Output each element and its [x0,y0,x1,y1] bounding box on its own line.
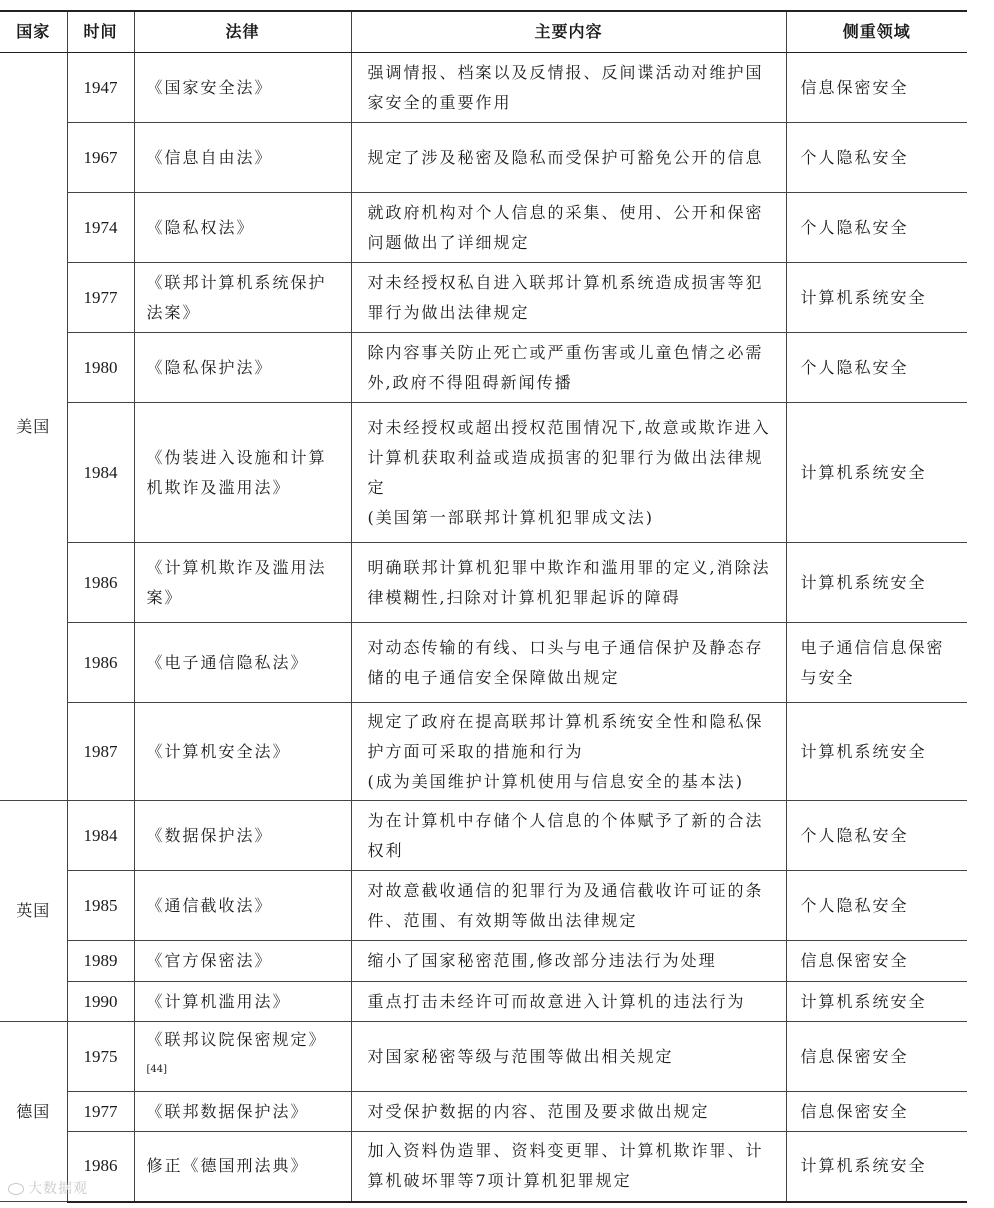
year-cell: 1974 [67,193,134,263]
content-text: 对未经授权或超出授权范围情况下,故意或欺诈进入计算机获取利益或造成损害的犯罪行为做出法律规定 [367,417,771,497]
focus-cell: 个人隐私安全 [786,871,967,941]
year-cell: 1987 [67,703,134,801]
law-cell: 《计算机滥用法》 [134,982,351,1022]
content-cell: 除内容事关防止死亡或严重伤害或儿童色情之必需外,政府不得阻碍新闻传播 [351,333,786,403]
header-country: 国家 [0,11,67,53]
law-cell: 《数据保护法》 [134,801,351,871]
year-cell: 1984 [67,403,134,543]
law-cell: 《计算机欺诈及滥用法案》 [134,543,351,623]
content-cell: 为在计算机中存储个人信息的个体赋予了新的合法权利 [351,801,786,871]
watermark-logo-icon [8,1183,24,1195]
country-cell-de: 德国 [0,1022,67,1202]
focus-cell: 信息保密安全 [786,1022,967,1092]
laws-table-container [0,10,994,1203]
table-row [0,1132,967,1202]
law-text: 《联邦议院保密规定》 [146,1029,327,1049]
focus-cell: 计算机系统安全 [786,982,967,1022]
year-cell: 1986 [67,543,134,623]
content-cell: 强调情报、档案以及反情报、反间谍活动对维护国家安全的重要作用 [351,53,786,123]
content-cell: 对故意截收通信的犯罪行为及通信截收许可证的条件、范围、有效期等做出法律规定 [351,871,786,941]
focus-cell: 信息保密安全 [786,53,967,123]
law-cell: 《通信截收法》 [134,871,351,941]
table-row [0,871,967,941]
law-cell: 《隐私保护法》 [134,333,351,403]
table-row [0,193,967,263]
focus-cell: 信息保密安全 [786,1092,967,1132]
watermark-text: 大数据观 [28,1181,88,1197]
content-cell: 对国家秘密等级与范围等做出相关规定 [351,1022,786,1092]
law-cell: 《官方保密法》 [134,941,351,982]
table-row [0,623,967,703]
focus-cell: 电子通信信息保密与安全 [786,623,967,703]
content-cell: 加入资料伪造罪、资料变更罪、计算机欺诈罪、计算机破坏罪等7项计算机犯罪规定 [351,1132,786,1202]
year-cell: 1980 [67,333,134,403]
focus-cell: 个人隐私安全 [786,193,967,263]
table-row [0,333,967,403]
content-cell [351,703,786,801]
content-note: (美国第一部联邦计算机犯罪成文法) [367,507,654,527]
year-cell: 1984 [67,801,134,871]
year-cell: 1990 [67,982,134,1022]
table-row [0,941,967,982]
law-cell: 《隐私权法》 [134,193,351,263]
content-cell: 对受保护数据的内容、范围及要求做出规定 [351,1092,786,1132]
law-cell: 《伪装进入设施和计算机欺诈及滥用法》 [134,403,351,543]
table-row [0,1022,967,1092]
year-cell: 1977 [67,1092,134,1132]
table-row [0,53,967,123]
content-cell: 就政府机构对个人信息的采集、使用、公开和保密问题做出了详细规定 [351,193,786,263]
law-cell: 《电子通信隐私法》 [134,623,351,703]
year-cell: 1977 [67,263,134,333]
law-cell: 修正《德国刑法典》 [134,1132,351,1202]
year-cell: 1986 [67,1132,134,1202]
table-row [0,123,967,193]
content-cell: 对未经授权私自进入联邦计算机系统造成损害等犯罪行为做出法律规定 [351,263,786,333]
content-text: 规定了政府在提高联邦计算机系统安全性和隐私保护方面可采取的措施和行为 [367,711,764,761]
content-cell: 重点打击未经许可而故意进入计算机的违法行为 [351,982,786,1022]
header-time: 时间 [67,11,134,53]
table-header-row [0,11,967,53]
reference-marker: [44] [146,1063,168,1075]
watermark [8,1178,88,1198]
law-cell: 《联邦数据保护法》 [134,1092,351,1132]
law-cell: 《信息自由法》 [134,123,351,193]
table-row [0,703,967,801]
table-row [0,403,967,543]
year-cell: 1975 [67,1022,134,1092]
table-row [0,1092,967,1132]
focus-cell: 个人隐私安全 [786,801,967,871]
content-cell [351,403,786,543]
law-cell: 《计算机安全法》 [134,703,351,801]
focus-cell: 计算机系统安全 [786,403,967,543]
content-cell: 对动态传输的有线、口头与电子通信保护及静态存储的电子通信安全保障做出规定 [351,623,786,703]
focus-cell: 信息保密安全 [786,941,967,982]
law-cell: 《国家安全法》 [134,53,351,123]
laws-table [0,10,967,1203]
content-cell: 缩小了国家秘密范围,修改部分违法行为处理 [351,941,786,982]
focus-cell: 个人隐私安全 [786,333,967,403]
focus-cell: 计算机系统安全 [786,1132,967,1202]
country-cell-us: 美国 [0,53,67,801]
focus-cell: 个人隐私安全 [786,123,967,193]
header-content: 主要内容 [351,11,786,53]
content-cell: 规定了涉及秘密及隐私而受保护可豁免公开的信息 [351,123,786,193]
table-row [0,263,967,333]
focus-cell: 计算机系统安全 [786,543,967,623]
year-cell: 1947 [67,53,134,123]
focus-cell: 计算机系统安全 [786,263,967,333]
table-row [0,982,967,1022]
law-cell [134,1022,351,1092]
header-law: 法律 [134,11,351,53]
year-cell: 1989 [67,941,134,982]
year-cell: 1967 [67,123,134,193]
header-focus: 侧重领域 [786,11,967,53]
focus-cell: 计算机系统安全 [786,703,967,801]
year-cell: 1985 [67,871,134,941]
content-cell: 明确联邦计算机犯罪中欺诈和滥用罪的定义,消除法律模糊性,扫除对计算机犯罪起诉的障碍 [351,543,786,623]
country-cell-uk: 英国 [0,801,67,1022]
content-note: (成为美国维护计算机使用与信息安全的基本法) [367,771,744,791]
law-cell: 《联邦计算机系统保护法案》 [134,263,351,333]
table-row [0,801,967,871]
table-row [0,543,967,623]
year-cell: 1986 [67,623,134,703]
